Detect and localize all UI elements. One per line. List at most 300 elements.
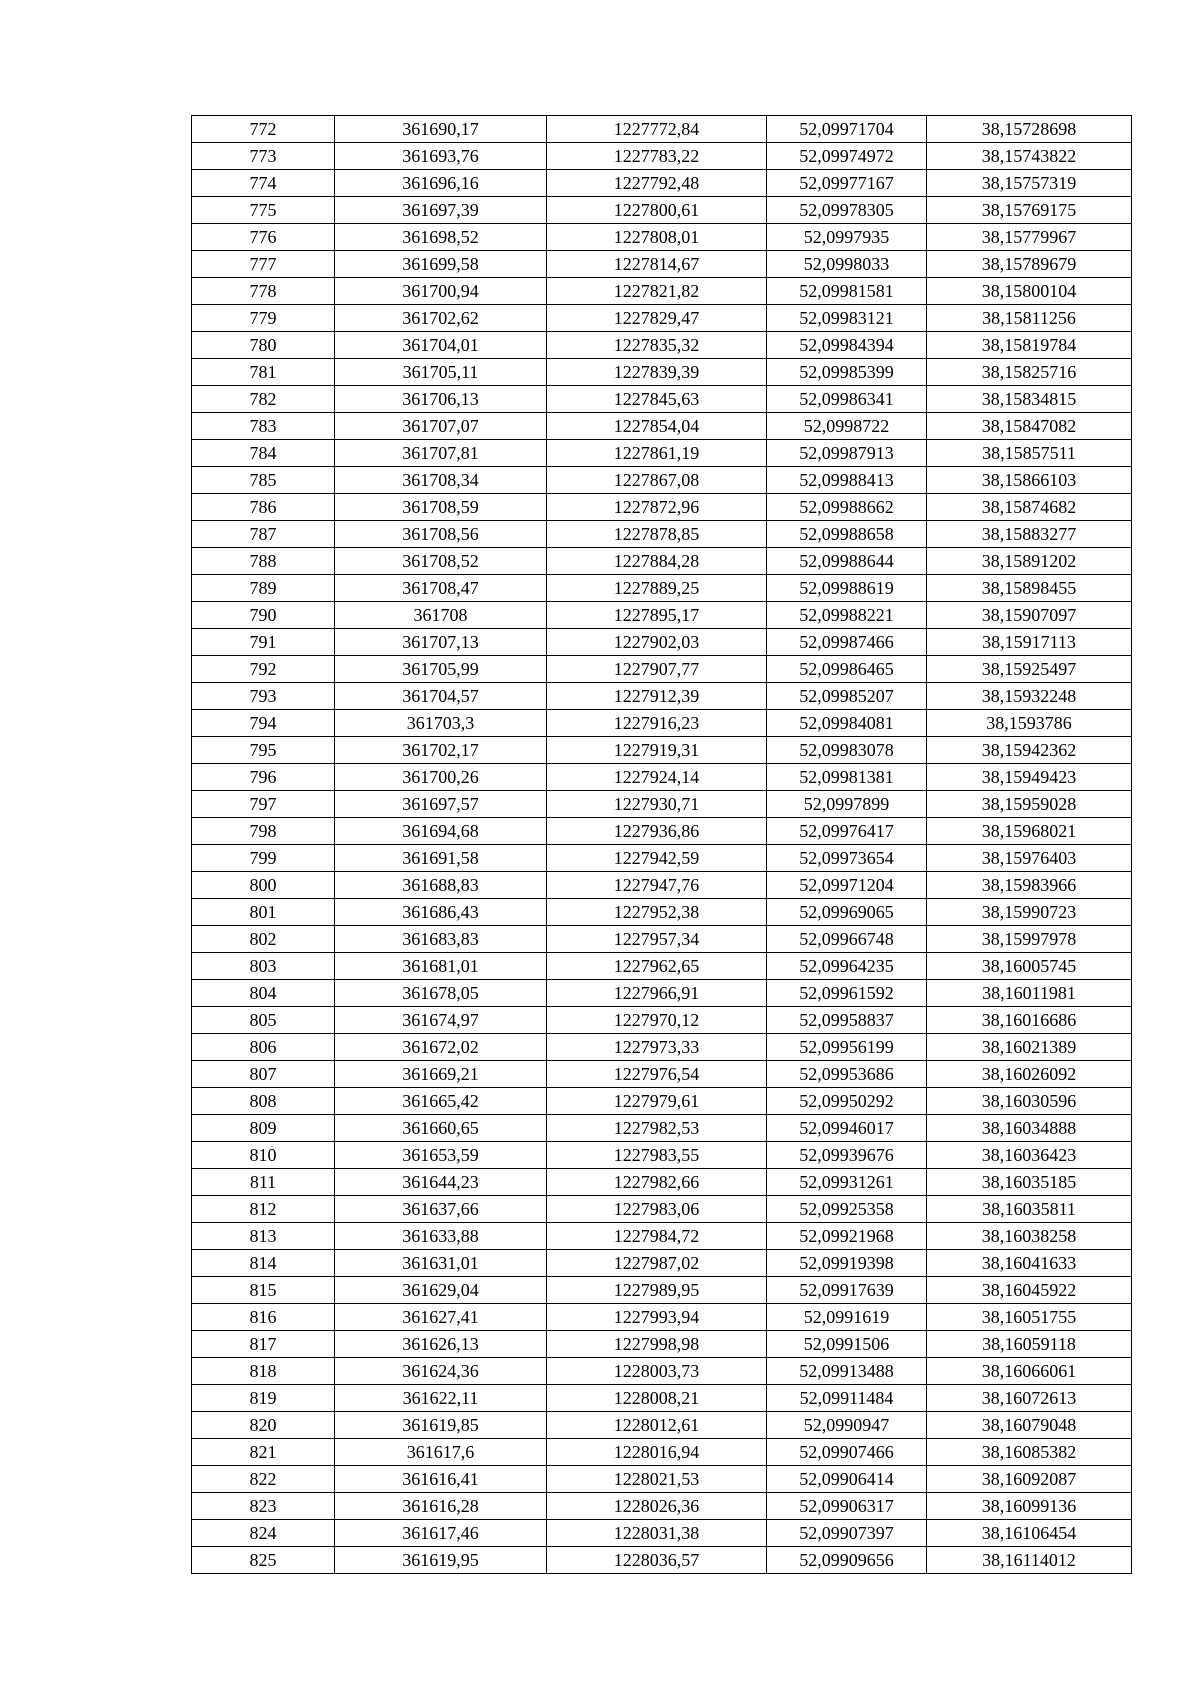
longitude-cell: 38,15779967	[927, 224, 1132, 251]
x-coordinate-cell: 361698,52	[335, 224, 547, 251]
longitude-cell: 38,15968021	[927, 818, 1132, 845]
point-number-cell: 780	[192, 332, 335, 359]
longitude-cell: 38,16092087	[927, 1466, 1132, 1493]
longitude-cell: 38,15874682	[927, 494, 1132, 521]
x-coordinate-cell: 361708,34	[335, 467, 547, 494]
table-row	[192, 926, 1132, 953]
table-row	[192, 1412, 1132, 1439]
latitude-cell: 52,09925358	[767, 1196, 927, 1223]
x-coordinate-cell: 361694,68	[335, 818, 547, 845]
latitude-cell: 52,09983121	[767, 305, 927, 332]
latitude-cell: 52,0998722	[767, 413, 927, 440]
y-coordinate-cell: 1227970,12	[547, 1007, 767, 1034]
x-coordinate-cell: 361616,41	[335, 1466, 547, 1493]
latitude-cell: 52,09971204	[767, 872, 927, 899]
x-coordinate-cell: 361624,36	[335, 1358, 547, 1385]
longitude-cell: 38,15811256	[927, 305, 1132, 332]
latitude-cell: 52,09950292	[767, 1088, 927, 1115]
latitude-cell: 52,0998033	[767, 251, 927, 278]
table-row	[192, 1304, 1132, 1331]
x-coordinate-cell: 361626,13	[335, 1331, 547, 1358]
longitude-cell: 38,16030596	[927, 1088, 1132, 1115]
latitude-cell: 52,09988644	[767, 548, 927, 575]
table-row	[192, 629, 1132, 656]
table-row	[192, 656, 1132, 683]
latitude-cell: 52,09907466	[767, 1439, 927, 1466]
table-row	[192, 710, 1132, 737]
y-coordinate-cell: 1227966,91	[547, 980, 767, 1007]
x-coordinate-cell: 361619,85	[335, 1412, 547, 1439]
table-row	[192, 845, 1132, 872]
longitude-cell: 38,15983966	[927, 872, 1132, 899]
latitude-cell: 52,09931261	[767, 1169, 927, 1196]
table-row	[192, 1277, 1132, 1304]
latitude-cell: 52,09984081	[767, 710, 927, 737]
x-coordinate-cell: 361629,04	[335, 1277, 547, 1304]
y-coordinate-cell: 1228016,94	[547, 1439, 767, 1466]
table-row	[192, 602, 1132, 629]
longitude-cell: 38,15866103	[927, 467, 1132, 494]
longitude-cell: 38,16051755	[927, 1304, 1132, 1331]
y-coordinate-cell: 1227907,77	[547, 656, 767, 683]
table-row	[192, 899, 1132, 926]
y-coordinate-cell: 1227982,66	[547, 1169, 767, 1196]
x-coordinate-cell: 361627,41	[335, 1304, 547, 1331]
latitude-cell: 52,09956199	[767, 1034, 927, 1061]
point-number-cell: 802	[192, 926, 335, 953]
latitude-cell: 52,09906414	[767, 1466, 927, 1493]
longitude-cell: 38,16026092	[927, 1061, 1132, 1088]
y-coordinate-cell: 1227976,54	[547, 1061, 767, 1088]
longitude-cell: 38,15997978	[927, 926, 1132, 953]
point-number-cell: 811	[192, 1169, 335, 1196]
latitude-cell: 52,09973654	[767, 845, 927, 872]
longitude-cell: 38,15883277	[927, 521, 1132, 548]
table-row	[192, 1007, 1132, 1034]
point-number-cell: 825	[192, 1547, 335, 1574]
point-number-cell: 776	[192, 224, 335, 251]
y-coordinate-cell: 1228012,61	[547, 1412, 767, 1439]
y-coordinate-cell: 1227912,39	[547, 683, 767, 710]
point-number-cell: 816	[192, 1304, 335, 1331]
longitude-cell: 38,15949423	[927, 764, 1132, 791]
table-row	[192, 1358, 1132, 1385]
point-number-cell: 794	[192, 710, 335, 737]
y-coordinate-cell: 1227998,98	[547, 1331, 767, 1358]
latitude-cell: 52,09987913	[767, 440, 927, 467]
table-row	[192, 764, 1132, 791]
point-number-cell: 807	[192, 1061, 335, 1088]
x-coordinate-cell: 361686,43	[335, 899, 547, 926]
longitude-cell: 38,16114012	[927, 1547, 1132, 1574]
table-row	[192, 1169, 1132, 1196]
x-coordinate-cell: 361696,16	[335, 170, 547, 197]
point-number-cell: 789	[192, 575, 335, 602]
longitude-cell: 38,16099136	[927, 1493, 1132, 1520]
latitude-cell: 52,09961592	[767, 980, 927, 1007]
coordinates-table-body	[192, 116, 1132, 1574]
x-coordinate-cell: 361704,01	[335, 332, 547, 359]
x-coordinate-cell: 361699,58	[335, 251, 547, 278]
table-row	[192, 548, 1132, 575]
x-coordinate-cell: 361637,66	[335, 1196, 547, 1223]
x-coordinate-cell: 361631,01	[335, 1250, 547, 1277]
latitude-cell: 52,09977167	[767, 170, 927, 197]
longitude-cell: 38,15800104	[927, 278, 1132, 305]
longitude-cell: 38,16066061	[927, 1358, 1132, 1385]
longitude-cell: 38,15757319	[927, 170, 1132, 197]
y-coordinate-cell: 1227835,32	[547, 332, 767, 359]
point-number-cell: 819	[192, 1385, 335, 1412]
latitude-cell: 52,09966748	[767, 926, 927, 953]
x-coordinate-cell: 361708,59	[335, 494, 547, 521]
point-number-cell: 822	[192, 1466, 335, 1493]
x-coordinate-cell: 361653,59	[335, 1142, 547, 1169]
longitude-cell: 38,15898455	[927, 575, 1132, 602]
longitude-cell: 38,16038258	[927, 1223, 1132, 1250]
point-number-cell: 774	[192, 170, 335, 197]
table-row	[192, 1088, 1132, 1115]
point-number-cell: 796	[192, 764, 335, 791]
latitude-cell: 52,09978305	[767, 197, 927, 224]
y-coordinate-cell: 1227814,67	[547, 251, 767, 278]
longitude-cell: 38,16045922	[927, 1277, 1132, 1304]
longitude-cell: 38,15907097	[927, 602, 1132, 629]
point-number-cell: 812	[192, 1196, 335, 1223]
table-row	[192, 1520, 1132, 1547]
longitude-cell: 38,15847082	[927, 413, 1132, 440]
table-row	[192, 1385, 1132, 1412]
y-coordinate-cell: 1227982,53	[547, 1115, 767, 1142]
y-coordinate-cell: 1227889,25	[547, 575, 767, 602]
latitude-cell: 52,09986341	[767, 386, 927, 413]
table-row	[192, 494, 1132, 521]
latitude-cell: 52,09919398	[767, 1250, 927, 1277]
table-row	[192, 440, 1132, 467]
y-coordinate-cell: 1227839,39	[547, 359, 767, 386]
point-number-cell: 809	[192, 1115, 335, 1142]
longitude-cell: 38,15819784	[927, 332, 1132, 359]
y-coordinate-cell: 1227993,94	[547, 1304, 767, 1331]
latitude-cell: 52,09986465	[767, 656, 927, 683]
point-number-cell: 798	[192, 818, 335, 845]
x-coordinate-cell: 361669,21	[335, 1061, 547, 1088]
y-coordinate-cell: 1227895,17	[547, 602, 767, 629]
table-row	[192, 1466, 1132, 1493]
table-row	[192, 791, 1132, 818]
longitude-cell: 38,15789679	[927, 251, 1132, 278]
point-number-cell: 817	[192, 1331, 335, 1358]
point-number-cell: 810	[192, 1142, 335, 1169]
latitude-cell: 52,09953686	[767, 1061, 927, 1088]
longitude-cell: 38,15925497	[927, 656, 1132, 683]
y-coordinate-cell: 1227854,04	[547, 413, 767, 440]
longitude-cell: 38,16079048	[927, 1412, 1132, 1439]
longitude-cell: 38,15743822	[927, 143, 1132, 170]
longitude-cell: 38,16041633	[927, 1250, 1132, 1277]
point-number-cell: 797	[192, 791, 335, 818]
coordinates-table	[191, 115, 1132, 1574]
x-coordinate-cell: 361700,94	[335, 278, 547, 305]
point-number-cell: 786	[192, 494, 335, 521]
table-row	[192, 1331, 1132, 1358]
point-number-cell: 790	[192, 602, 335, 629]
y-coordinate-cell: 1227845,63	[547, 386, 767, 413]
x-coordinate-cell: 361672,02	[335, 1034, 547, 1061]
y-coordinate-cell: 1227989,95	[547, 1277, 767, 1304]
longitude-cell: 38,15942362	[927, 737, 1132, 764]
x-coordinate-cell: 361678,05	[335, 980, 547, 1007]
point-number-cell: 779	[192, 305, 335, 332]
latitude-cell: 52,09958837	[767, 1007, 927, 1034]
x-coordinate-cell: 361707,13	[335, 629, 547, 656]
point-number-cell: 814	[192, 1250, 335, 1277]
x-coordinate-cell: 361707,07	[335, 413, 547, 440]
x-coordinate-cell: 361681,01	[335, 953, 547, 980]
table-row	[192, 683, 1132, 710]
x-coordinate-cell: 361702,62	[335, 305, 547, 332]
point-number-cell: 792	[192, 656, 335, 683]
y-coordinate-cell: 1228003,73	[547, 1358, 767, 1385]
longitude-cell: 38,16021389	[927, 1034, 1132, 1061]
y-coordinate-cell: 1227957,34	[547, 926, 767, 953]
latitude-cell: 52,0991506	[767, 1331, 927, 1358]
y-coordinate-cell: 1228026,36	[547, 1493, 767, 1520]
point-number-cell: 801	[192, 899, 335, 926]
longitude-cell: 38,15834815	[927, 386, 1132, 413]
y-coordinate-cell: 1227821,82	[547, 278, 767, 305]
point-number-cell: 800	[192, 872, 335, 899]
y-coordinate-cell: 1227962,65	[547, 953, 767, 980]
point-number-cell: 781	[192, 359, 335, 386]
latitude-cell: 52,09969065	[767, 899, 927, 926]
longitude-cell: 38,16005745	[927, 953, 1132, 980]
table-row	[192, 251, 1132, 278]
point-number-cell: 784	[192, 440, 335, 467]
latitude-cell: 52,09964235	[767, 953, 927, 980]
x-coordinate-cell: 361619,95	[335, 1547, 547, 1574]
y-coordinate-cell: 1227861,19	[547, 440, 767, 467]
point-number-cell: 795	[192, 737, 335, 764]
table-row	[192, 224, 1132, 251]
latitude-cell: 52,09971704	[767, 116, 927, 143]
x-coordinate-cell: 361693,76	[335, 143, 547, 170]
point-number-cell: 820	[192, 1412, 335, 1439]
point-number-cell: 773	[192, 143, 335, 170]
point-number-cell: 777	[192, 251, 335, 278]
latitude-cell: 52,09985207	[767, 683, 927, 710]
y-coordinate-cell: 1227979,61	[547, 1088, 767, 1115]
table-row	[192, 1547, 1132, 1574]
x-coordinate-cell: 361705,11	[335, 359, 547, 386]
point-number-cell: 787	[192, 521, 335, 548]
longitude-cell: 38,16085382	[927, 1439, 1132, 1466]
table-row	[192, 1034, 1132, 1061]
table-row	[192, 359, 1132, 386]
latitude-cell: 52,09984394	[767, 332, 927, 359]
latitude-cell: 52,09917639	[767, 1277, 927, 1304]
longitude-cell: 38,16059118	[927, 1331, 1132, 1358]
y-coordinate-cell: 1227924,14	[547, 764, 767, 791]
longitude-cell: 38,15932248	[927, 683, 1132, 710]
latitude-cell: 52,0991619	[767, 1304, 927, 1331]
table-row	[192, 386, 1132, 413]
point-number-cell: 782	[192, 386, 335, 413]
x-coordinate-cell: 361622,11	[335, 1385, 547, 1412]
point-number-cell: 778	[192, 278, 335, 305]
y-coordinate-cell: 1227952,38	[547, 899, 767, 926]
table-row	[192, 1115, 1132, 1142]
table-row	[192, 872, 1132, 899]
y-coordinate-cell: 1227867,08	[547, 467, 767, 494]
point-number-cell: 799	[192, 845, 335, 872]
longitude-cell: 38,15891202	[927, 548, 1132, 575]
longitude-cell: 38,16035811	[927, 1196, 1132, 1223]
x-coordinate-cell: 361708,47	[335, 575, 547, 602]
table-row	[192, 467, 1132, 494]
latitude-cell: 52,09906317	[767, 1493, 927, 1520]
longitude-cell: 38,15976403	[927, 845, 1132, 872]
x-coordinate-cell: 361690,17	[335, 116, 547, 143]
latitude-cell: 52,09909656	[767, 1547, 927, 1574]
point-number-cell: 813	[192, 1223, 335, 1250]
latitude-cell: 52,09911484	[767, 1385, 927, 1412]
point-number-cell: 783	[192, 413, 335, 440]
longitude-cell: 38,16016686	[927, 1007, 1132, 1034]
longitude-cell: 38,15857511	[927, 440, 1132, 467]
y-coordinate-cell: 1227973,33	[547, 1034, 767, 1061]
y-coordinate-cell: 1227829,47	[547, 305, 767, 332]
table-row	[192, 1061, 1132, 1088]
x-coordinate-cell: 361616,28	[335, 1493, 547, 1520]
latitude-cell: 52,09988662	[767, 494, 927, 521]
x-coordinate-cell: 361665,42	[335, 1088, 547, 1115]
x-coordinate-cell: 361644,23	[335, 1169, 547, 1196]
longitude-cell: 38,16106454	[927, 1520, 1132, 1547]
longitude-cell: 38,16036423	[927, 1142, 1132, 1169]
y-coordinate-cell: 1228036,57	[547, 1547, 767, 1574]
table-row	[192, 1223, 1132, 1250]
y-coordinate-cell: 1227987,02	[547, 1250, 767, 1277]
table-row	[192, 413, 1132, 440]
point-number-cell: 806	[192, 1034, 335, 1061]
point-number-cell: 803	[192, 953, 335, 980]
latitude-cell: 52,09946017	[767, 1115, 927, 1142]
x-coordinate-cell: 361688,83	[335, 872, 547, 899]
x-coordinate-cell: 361697,57	[335, 791, 547, 818]
y-coordinate-cell: 1227942,59	[547, 845, 767, 872]
latitude-cell: 52,09974972	[767, 143, 927, 170]
x-coordinate-cell: 361697,39	[335, 197, 547, 224]
y-coordinate-cell: 1227916,23	[547, 710, 767, 737]
x-coordinate-cell: 361703,3	[335, 710, 547, 737]
table-row	[192, 170, 1132, 197]
longitude-cell: 38,16034888	[927, 1115, 1132, 1142]
table-row	[192, 1250, 1132, 1277]
table-row	[192, 980, 1132, 1007]
x-coordinate-cell: 361674,97	[335, 1007, 547, 1034]
latitude-cell: 52,0997899	[767, 791, 927, 818]
y-coordinate-cell: 1228008,21	[547, 1385, 767, 1412]
longitude-cell: 38,16072613	[927, 1385, 1132, 1412]
table-row	[192, 521, 1132, 548]
latitude-cell: 52,09983078	[767, 737, 927, 764]
latitude-cell: 52,09988221	[767, 602, 927, 629]
latitude-cell: 52,09987466	[767, 629, 927, 656]
y-coordinate-cell: 1227902,03	[547, 629, 767, 656]
latitude-cell: 52,09988658	[767, 521, 927, 548]
x-coordinate-cell: 361707,81	[335, 440, 547, 467]
point-number-cell: 788	[192, 548, 335, 575]
table-row	[192, 818, 1132, 845]
x-coordinate-cell: 361708,52	[335, 548, 547, 575]
point-number-cell: 815	[192, 1277, 335, 1304]
latitude-cell: 52,09981381	[767, 764, 927, 791]
latitude-cell: 52,0997935	[767, 224, 927, 251]
latitude-cell: 52,09976417	[767, 818, 927, 845]
table-row	[192, 953, 1132, 980]
longitude-cell: 38,15728698	[927, 116, 1132, 143]
latitude-cell: 52,09988413	[767, 467, 927, 494]
latitude-cell: 52,09985399	[767, 359, 927, 386]
y-coordinate-cell: 1227772,84	[547, 116, 767, 143]
longitude-cell: 38,1593786	[927, 710, 1132, 737]
latitude-cell: 52,09988619	[767, 575, 927, 602]
latitude-cell: 52,09939676	[767, 1142, 927, 1169]
longitude-cell: 38,15990723	[927, 899, 1132, 926]
y-coordinate-cell: 1227984,72	[547, 1223, 767, 1250]
longitude-cell: 38,16035185	[927, 1169, 1132, 1196]
y-coordinate-cell: 1227919,31	[547, 737, 767, 764]
y-coordinate-cell: 1227878,85	[547, 521, 767, 548]
point-number-cell: 824	[192, 1520, 335, 1547]
point-number-cell: 804	[192, 980, 335, 1007]
x-coordinate-cell: 361706,13	[335, 386, 547, 413]
table-row	[192, 1196, 1132, 1223]
x-coordinate-cell: 361708,56	[335, 521, 547, 548]
x-coordinate-cell: 361617,6	[335, 1439, 547, 1466]
x-coordinate-cell: 361633,88	[335, 1223, 547, 1250]
table-row	[192, 197, 1132, 224]
y-coordinate-cell: 1227872,96	[547, 494, 767, 521]
table-row	[192, 737, 1132, 764]
point-number-cell: 821	[192, 1439, 335, 1466]
longitude-cell: 38,16011981	[927, 980, 1132, 1007]
longitude-cell: 38,15825716	[927, 359, 1132, 386]
table-row	[192, 305, 1132, 332]
point-number-cell: 791	[192, 629, 335, 656]
y-coordinate-cell: 1227792,48	[547, 170, 767, 197]
x-coordinate-cell: 361708	[335, 602, 547, 629]
longitude-cell: 38,15959028	[927, 791, 1132, 818]
x-coordinate-cell: 361700,26	[335, 764, 547, 791]
table-row	[192, 575, 1132, 602]
latitude-cell: 52,09921968	[767, 1223, 927, 1250]
y-coordinate-cell: 1227947,76	[547, 872, 767, 899]
x-coordinate-cell: 361705,99	[335, 656, 547, 683]
point-number-cell: 823	[192, 1493, 335, 1520]
point-number-cell: 805	[192, 1007, 335, 1034]
latitude-cell: 52,09981581	[767, 278, 927, 305]
table-row	[192, 278, 1132, 305]
y-coordinate-cell: 1227930,71	[547, 791, 767, 818]
x-coordinate-cell: 361660,65	[335, 1115, 547, 1142]
x-coordinate-cell: 361617,46	[335, 1520, 547, 1547]
y-coordinate-cell: 1227983,55	[547, 1142, 767, 1169]
y-coordinate-cell: 1228031,38	[547, 1520, 767, 1547]
longitude-cell: 38,15769175	[927, 197, 1132, 224]
table-row	[192, 332, 1132, 359]
